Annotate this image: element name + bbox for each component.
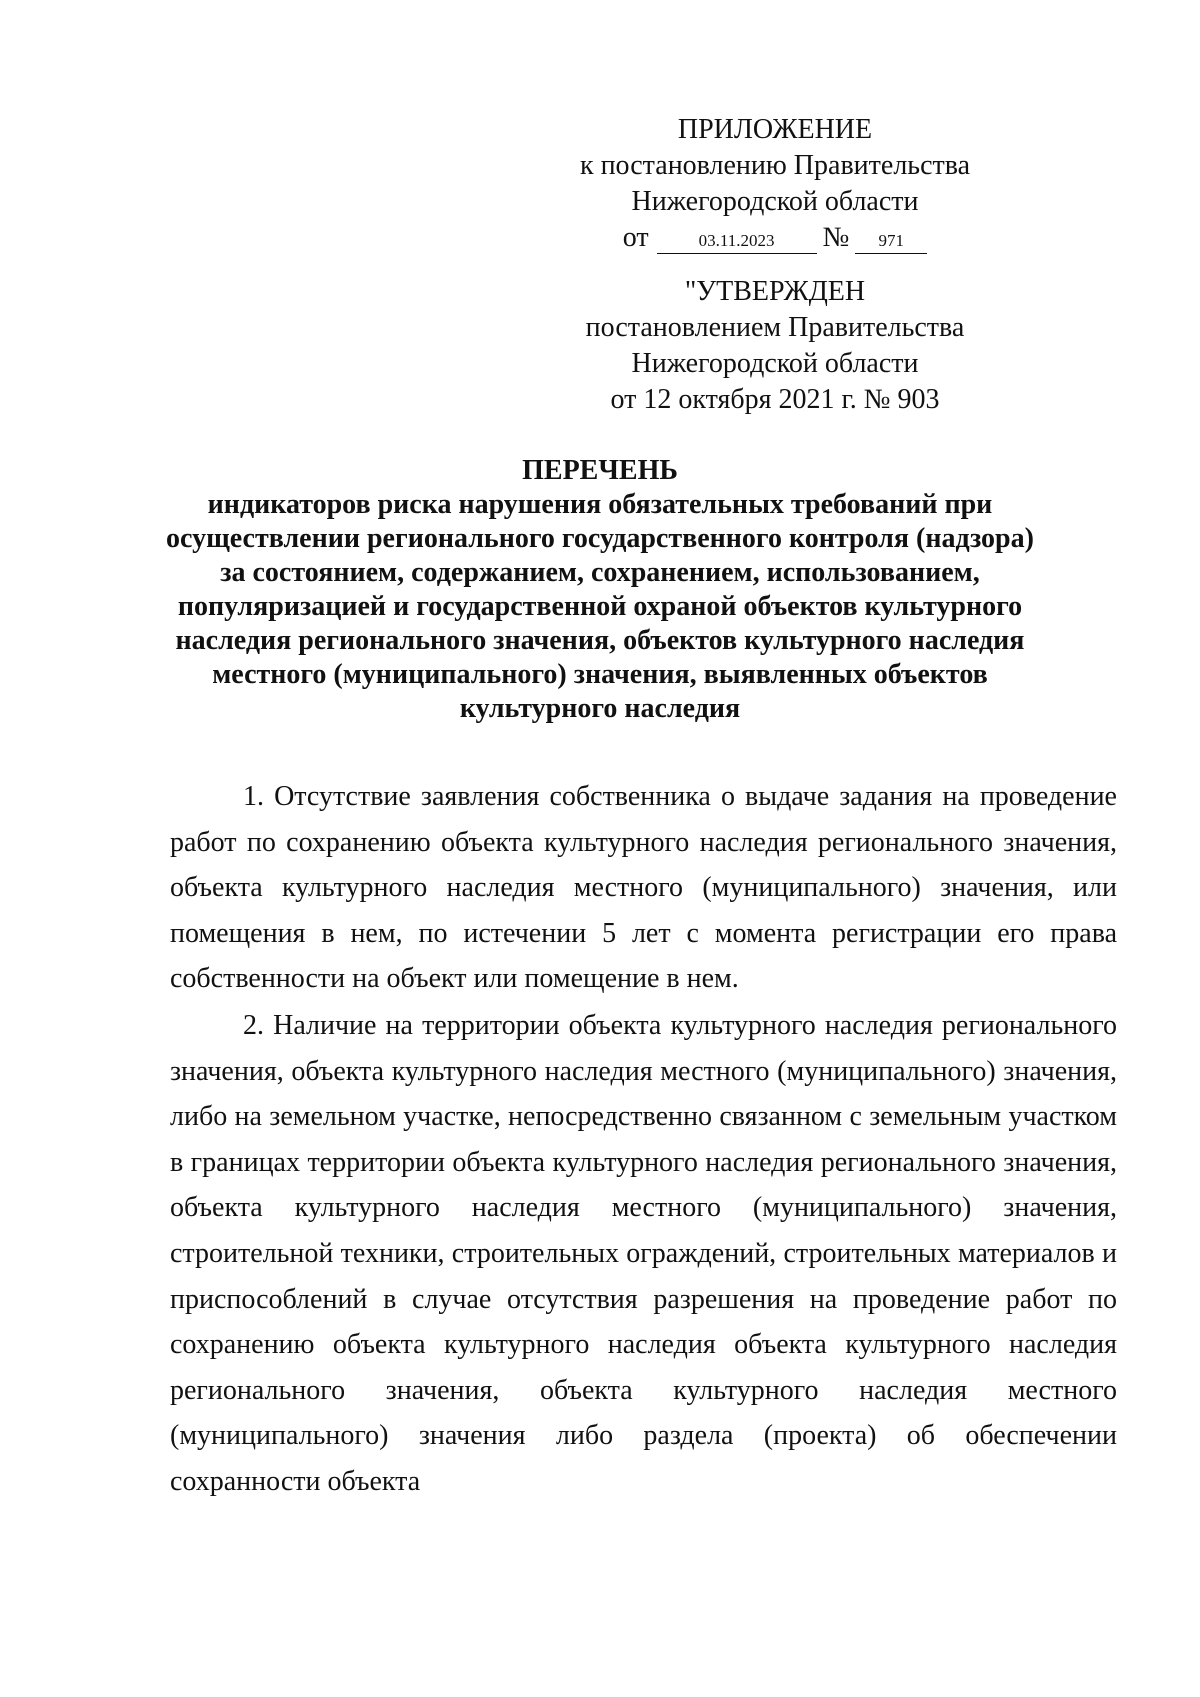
appendix-date-number-row: [545, 220, 1005, 256]
approved-line-2: постановлением Правительства: [585, 312, 965, 343]
from-label: от: [622, 222, 649, 253]
document-title: [150, 454, 1050, 726]
number-label: №: [822, 222, 850, 253]
approved-line-4: от 12 октября 2021 г. № 903: [610, 384, 940, 415]
approved-line-3: Нижегородской области: [631, 348, 919, 379]
appendix-block: [545, 112, 1005, 256]
appendix-line-1: к постановлению Правительства: [579, 150, 971, 181]
title-heading: ПЕРЕЧЕНЬ: [522, 455, 678, 486]
approved-line-1: "УТВЕРЖДЕН: [684, 276, 866, 307]
approved-block: [545, 274, 1005, 418]
title-subtitle: индикаторов риска нарушения обязательных требований при осуществлении регионального государственного контроля (надзора) за состоянием, содержанием, сохранением, использованием, популяризацией и государственной охраной объектов культурного наследия регионального значения, объектов культурного наследия местного (муниципального) значения, выявленных объектов культурного наследия: [166, 489, 1034, 724]
number-value: 971: [855, 229, 927, 254]
appendix-line-2: Нижегородской области: [631, 186, 919, 217]
appendix-heading: ПРИЛОЖЕНИЕ: [677, 114, 873, 145]
paragraph-1: 1. Отсутствие заявления собственника о выдаче задания на проведение работ по сохранению объекта культурного наследия регионального значения, объекта культурного наследия местного (муниципального) значения, или помещения в нем, по истечении 5 лет с момента регистрации его права собственности на объект или помещение в нем.: [170, 781, 1117, 995]
document-body: [170, 774, 1117, 1505]
date-value: 03.11.2023: [657, 229, 817, 254]
paragraph-2: 2. Наличие на территории объекта культурного наследия регионального значения, объекта культурного наследия местного (муниципального) значения, либо на земельном участке, непосредственно связанном с земельным участком в границах территории объекта культурного наследия регионального значения, объекта культурного наследия местного (муниципального) значения, строительной техники, строительных ограждений, строительных материалов и приспособлений в случае отсутствия разрешения на проведение работ по сохранению объекта культурного наследия объекта культурного наследия регионального значения, объекта культурного наследия местного (муниципального) значения либо раздела (проекта) об обеспечении сохранности объекта: [170, 1009, 1117, 1497]
